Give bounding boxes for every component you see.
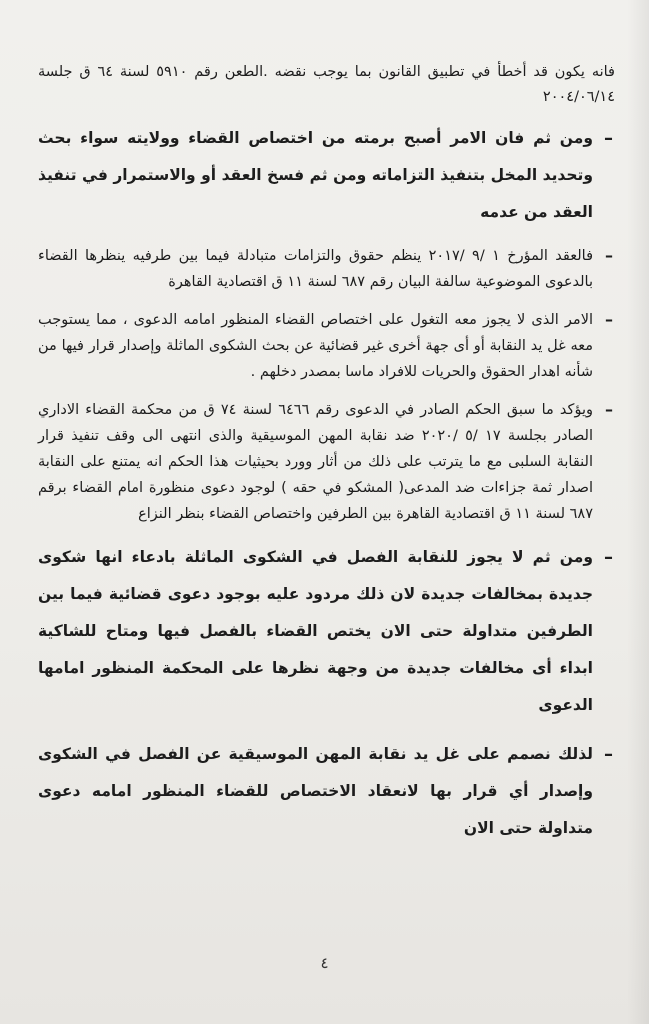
dash-bullet-icon: – bbox=[605, 310, 613, 329]
dash-bullet-icon: – bbox=[605, 246, 613, 265]
section-contract bbox=[38, 243, 615, 295]
section-ruling bbox=[38, 397, 615, 527]
section-text: فالعقد المؤرخ ١ /٩ /٢٠١٧ ينظم حقوق والتزامات متبادلة فيما بين طرفيه ينظرها القضاء بالدعوى الموضوعية سالفة البيان رقم ٦٨٧ لسنة ١١ ق اقتصادية القاهرة bbox=[38, 248, 593, 290]
intro-paragraph: فانه يكون قد أخطأ في تطبيق القانون بما يوجب نقضه .الطعن رقم ٥٩١٠ لسنة ٦٤ ق جلسة ٢٠٠٤/٠٦/١٤ bbox=[38, 64, 615, 105]
section-text: لذلك نصمم على غل يد نقابة المهن الموسيقية عن الفصل في الشكوى وإصدار أي قرار بها لانعقاد الاختصاص للقضاء المنظور امامه دعوى متداولة حتى الان bbox=[38, 745, 593, 837]
dash-bullet-icon: – bbox=[604, 744, 613, 765]
page-content bbox=[38, 60, 615, 859]
dash-bullet-icon: – bbox=[604, 128, 613, 149]
section-no-encroachment bbox=[38, 307, 615, 385]
dash-bullet-icon: – bbox=[604, 547, 613, 568]
page-number: ٤ bbox=[320, 954, 329, 972]
section-text: الامر الذى لا يجوز معه التغول على اختصاص القضاء المنظور امامه الدعوى ، مما يستوجب معه غل يد النقابة أو أى جهة أخرى غير قضائية عن بحث الشكوى الماثلة وإصدار قرار فيها من شأنه اهدار الحقوق والحريات للافراد ماسا بمصدر دخلهم . bbox=[38, 312, 593, 380]
section-jurisdiction bbox=[38, 120, 615, 231]
section-no-new-complaint bbox=[38, 539, 615, 724]
section-text: ومن ثم فان الامر أصبح برمته من اختصاص القضاء وولايته سواء بحث وتحديد المخل بتنفيذ التزاماته ومن ثم فسخ العقد أو والاستمرار في تنفيذ العقد من عدمه bbox=[38, 129, 593, 221]
section-text: ومن ثم لا يجوز للنقابة الفصل في الشكوى الماثلة بادعاء انها شكوى جديدة بمخالفات جديدة لان ذلك مردود عليه بوجود دعوى قضائية فيما بين الطرفين متداولة حتى الان يختص القضاء بالفصل فيها ومتاح للشاكية ابداء أى مخالفات جديدة من وجهة نظرها على المحكمة المنظور امامها الدعوى bbox=[38, 548, 593, 714]
section-conclusion bbox=[38, 736, 615, 847]
section-text: ويؤكد ما سبق الحكم الصادر في الدعوى رقم ٦٤٦٦ لسنة ٧٤ ق من محكمة القضاء الاداري الصادر بجلسة ١٧ /٥ /٢٠٢٠ ضد نقابة المهن الموسيقية والذى انتهى الى وقف تنفيذ قرار النقابة السلبى مع ما يترتب على ذلك من أثار وورد بحيثيات هذا الحكم انه يمتنع على النقابة اصدار ثمة جزاءات ضد المدعى( المشكو في حقه ) لوجود دعوى منظورة امام القضاء برقم ٦٨٧ لسنة ١١ ق اقتصادية القاهرة بين الطرفين واختصاص القضاء بنظر النزاع bbox=[38, 402, 593, 522]
dash-bullet-icon: – bbox=[605, 400, 613, 419]
